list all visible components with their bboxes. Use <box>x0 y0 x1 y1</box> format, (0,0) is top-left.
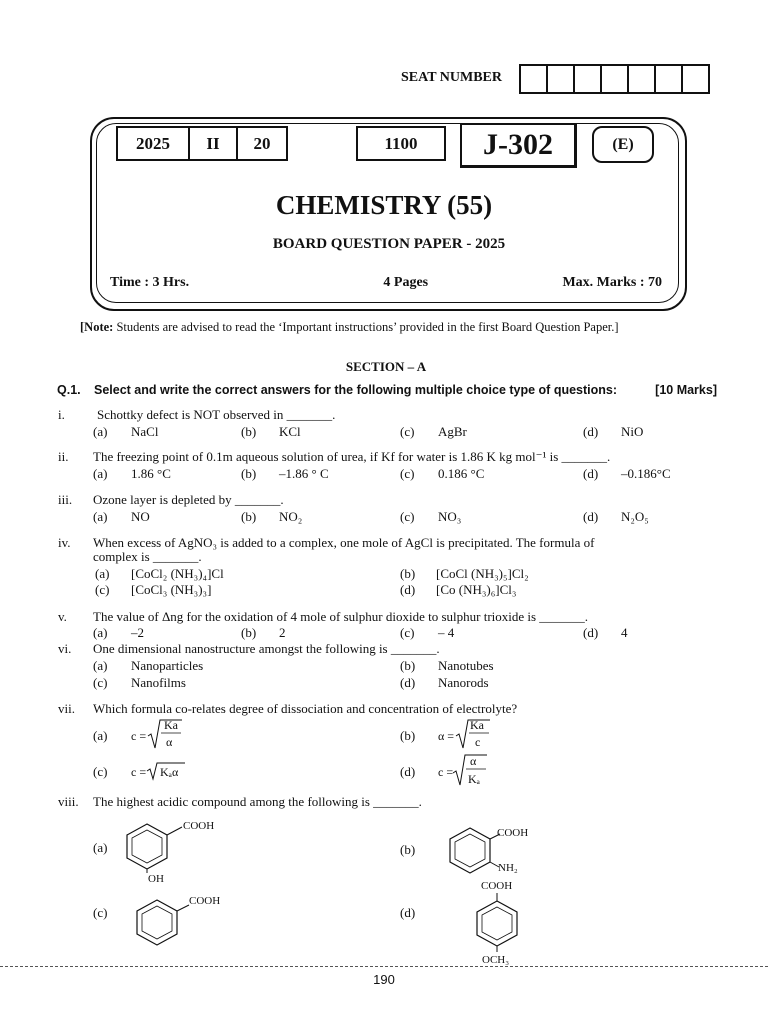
option-text: – 4 <box>438 625 455 640</box>
substituent-label: NH₂ <box>498 862 518 874</box>
seat-number-label: SEAT NUMBER <box>401 70 503 85</box>
benzene-ring-icon <box>133 894 243 954</box>
option-text: 0.186 °C <box>438 466 485 481</box>
seat-box[interactable] <box>521 66 548 92</box>
substituent-label: OCH₃ <box>482 954 510 966</box>
option-text: NaCl <box>131 424 159 439</box>
option-label: (c) <box>400 466 415 481</box>
formula-lhs: c = <box>131 765 147 779</box>
option-label: (b) <box>241 625 257 640</box>
option-label: (c) <box>400 625 415 640</box>
substituent-label: OH <box>148 873 164 885</box>
question-number: iii. <box>58 492 73 507</box>
seat-box[interactable] <box>629 66 656 92</box>
note-label: [Note: <box>80 320 114 334</box>
medium-code: (E) <box>592 126 654 163</box>
substituent-label: COOH <box>183 820 215 832</box>
question-number: vii. <box>58 701 75 716</box>
option-label: (c) <box>93 905 108 920</box>
substituent-label: COOH <box>189 895 221 907</box>
question-text-cont: complex is _______. <box>93 549 202 564</box>
option-text: NO <box>131 509 150 524</box>
option-label: (b) <box>400 658 416 673</box>
option-text: 1.86 °C <box>131 466 171 481</box>
question-text: The highest acidic compound among the following is _______. <box>93 794 422 809</box>
option-label: (a) <box>93 840 108 855</box>
note-text: Students are advised to read the ‘Important instructions’ provided in the first Board Question Paper.] <box>116 320 619 334</box>
option-label: (b) <box>400 728 416 743</box>
option-label: (b) <box>400 566 416 581</box>
option-label: (d) <box>583 466 599 481</box>
seat-box[interactable] <box>656 66 683 92</box>
q1-text: Select and write the correct answers for the following multiple choice type of questions: <box>94 383 618 397</box>
question-text: One dimensional nanostructure amongst the following is _______. <box>93 641 440 656</box>
substituent-label: COOH <box>497 827 529 839</box>
option-label: (c) <box>400 509 415 524</box>
option-label: (d) <box>400 905 416 920</box>
code-year: 2025 <box>118 128 190 159</box>
question-text: Schottky defect is NOT observed in _______. <box>97 407 336 422</box>
seat-number-boxes[interactable] <box>519 64 710 94</box>
option-label: (c) <box>93 764 108 779</box>
question-text: The freezing point of 0.1m aqueous solution of urea, if Kf for water is 1.86 K kg mol⁻¹ is _______. <box>93 449 611 464</box>
option-label: (d) <box>400 582 416 597</box>
paper-title: CHEMISTRY (55) <box>275 190 493 220</box>
page-number: 190 <box>373 972 395 987</box>
option-label: (a) <box>93 625 108 640</box>
option-label: (b) <box>400 842 416 857</box>
question-number: v. <box>58 609 67 624</box>
question-number: iv. <box>58 535 71 550</box>
option-label: (b) <box>241 509 257 524</box>
substituent-label: COOH <box>481 880 513 892</box>
question-text: The value of Δng for the oxidation of 4 mole of sulphur dioxide to sulphur trioxide is _______. <box>93 609 589 624</box>
question-number: vi. <box>58 641 72 656</box>
option-label: (c) <box>93 675 108 690</box>
q1-number: Q.1. <box>57 383 81 397</box>
option-label: (a) <box>93 509 108 524</box>
max-marks-label: Max. Marks : 70 <box>562 275 662 290</box>
formula-denominator: c <box>475 735 481 749</box>
option-label: (c) <box>95 582 110 597</box>
frame-footer <box>110 275 662 291</box>
option-text: NO₃ <box>438 509 462 524</box>
option-text: N₂O₅ <box>621 509 649 524</box>
option-text: Nanotubes <box>438 658 494 673</box>
seat-box[interactable] <box>548 66 575 92</box>
option-label: (d) <box>583 625 599 640</box>
option-label: (d) <box>583 509 599 524</box>
formula-lhs: α = <box>438 729 455 743</box>
paper-code: J-302 <box>460 123 577 168</box>
formula-numerator: Ka <box>470 718 484 732</box>
option-label: (d) <box>583 424 599 439</box>
option-label: (b) <box>241 466 257 481</box>
time-label: Time : 3 Hrs. <box>110 275 190 290</box>
option-label: (c) <box>400 424 415 439</box>
option-text: –0.186°C <box>621 466 671 481</box>
option-text: AgBr <box>438 424 467 439</box>
note <box>80 320 619 335</box>
option-label: (a) <box>93 658 108 673</box>
option-text: –2 <box>131 625 144 640</box>
option-label: (a) <box>93 466 108 481</box>
q1-marks: [10 Marks] <box>655 383 717 397</box>
formula-denominator: α <box>166 735 173 749</box>
option-text: NO₂ <box>279 509 303 524</box>
option-text: Nanorods <box>438 675 489 690</box>
option-label: (d) <box>400 675 416 690</box>
paper-subtitle: BOARD QUESTION PAPER - 2025 <box>272 236 506 252</box>
seat-box[interactable] <box>575 66 602 92</box>
question-text: Ozone layer is depleted by _______. <box>93 492 284 507</box>
option-text: –1.86 ° C <box>279 466 329 481</box>
option-label: (a) <box>93 728 108 743</box>
option-text: 4 <box>621 625 628 640</box>
option-text: [CoCl₃ (NH₃)₃] <box>131 582 212 597</box>
pages-label: 4 Pages <box>383 275 429 290</box>
option-label: (d) <box>400 764 416 779</box>
code-term: II <box>190 128 238 159</box>
option-text: KCl <box>279 424 301 439</box>
option-label: (b) <box>241 424 257 439</box>
section-heading: SECTION – A <box>345 359 427 374</box>
option-text: [Co (NH₃)₆]Cl₃ <box>436 582 517 597</box>
option-text: Nanoparticles <box>131 658 204 673</box>
question-text: Which formula co-relates degree of dissociation and concentration of electrolyte? <box>93 701 518 716</box>
option-label: (a) <box>95 566 110 581</box>
formula-denominator: Kₐ <box>468 772 480 786</box>
option-text: [CoCl₂ (NH₃)₄]Cl <box>131 566 224 581</box>
formula-numerator: α <box>470 754 477 768</box>
formula-radicand: Kₐα <box>160 765 179 779</box>
option-text: Nanofilms <box>131 675 186 690</box>
question-number: viii. <box>58 794 79 809</box>
formula-lhs: c = <box>131 729 147 743</box>
question-number: ii. <box>58 449 69 464</box>
option-text: 2 <box>279 625 286 640</box>
question-number: i. <box>58 407 65 422</box>
exam-code-group <box>116 126 288 161</box>
option-text: NiO <box>621 424 644 439</box>
question-text: When excess of AgNO₃ is added to a complex, one mole of AgCl is precipitated. The formula of <box>93 535 595 550</box>
option-text: [CoCl (NH₃)₅]Cl₂ <box>436 566 529 581</box>
formula-lhs: c = <box>438 765 454 779</box>
footer-rule <box>0 966 768 967</box>
option-label: (a) <box>93 424 108 439</box>
code-num: 20 <box>253 133 271 153</box>
seat-box[interactable] <box>683 66 708 92</box>
benzene-ring-icon <box>470 893 530 963</box>
center-code: 1100 <box>356 126 446 161</box>
seat-box[interactable] <box>602 66 629 92</box>
formula-numerator: Ka <box>164 718 178 732</box>
